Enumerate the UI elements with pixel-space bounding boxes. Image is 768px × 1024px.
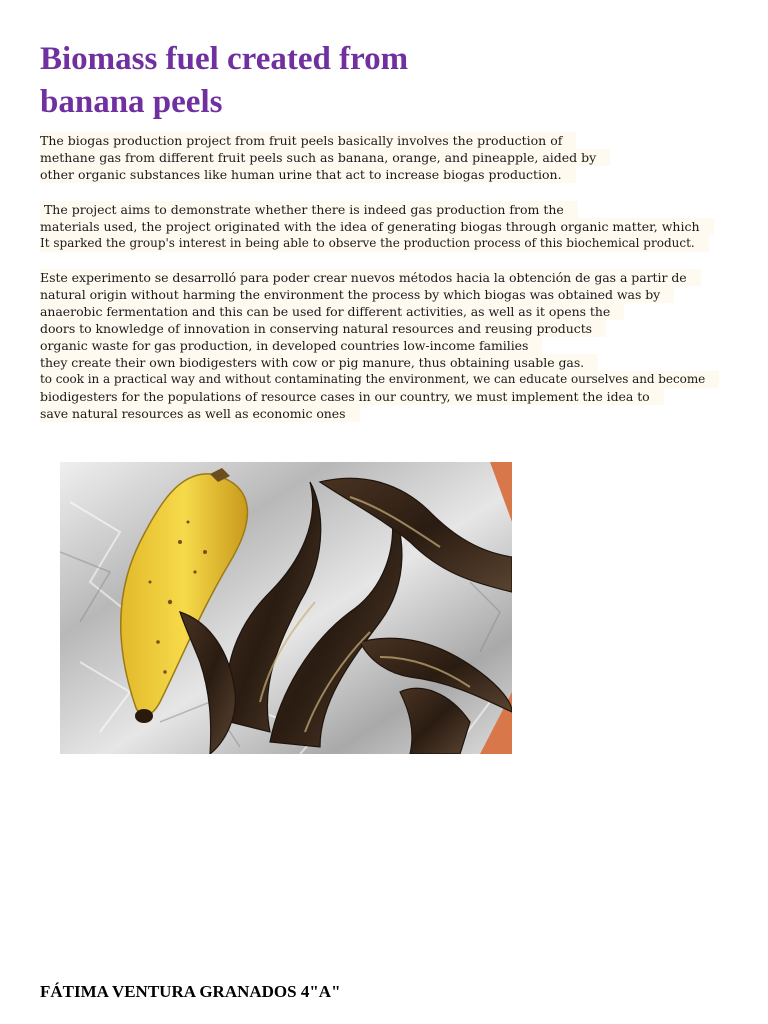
- paragraph-line: save natural resources as well as economic ones: [40, 405, 360, 422]
- paragraph-line: The project aims to demonstrate whether there is indeed gas production from the: [40, 201, 578, 218]
- paragraph-line: The biogas production project from fruit peels basically involves the production of: [40, 132, 576, 149]
- document-title: [40, 38, 408, 124]
- paragraph-line: organic waste for gas production, in developed countries low-income families: [40, 337, 542, 354]
- paragraph-line: anaerobic fermentation and this can be used for different activities, as well as it opens the: [40, 303, 624, 320]
- paragraph-line: Este experimento se desarrolló para poder crear nuevos métodos hacia la obtención de gas a partir de: [40, 269, 701, 286]
- paragraph-aim: [40, 201, 714, 252]
- author-credit: FÁTIMA VENTURA GRANADOS 4"A": [40, 982, 341, 1001]
- banana-peels-photo: [60, 462, 512, 754]
- paragraph-line: materials used, the project originated with the idea of generating biogas through organic matter, which: [40, 218, 714, 235]
- paragraph-line: It sparked the group's interest in being able to observe the production process of this biochemical product.: [40, 235, 709, 252]
- paragraph-line: other organic substances like human urine that act to increase biogas production.: [40, 166, 576, 183]
- paragraph-line: natural origin without harming the environment the process by which biogas was obtained was by: [40, 286, 674, 303]
- paragraph-line: to cook in a practical way and without contaminating the environment, we can educate ourselves and become: [40, 371, 719, 388]
- paragraph-line: biodigesters for the populations of resource cases in our country, we must implement the idea to: [40, 388, 664, 405]
- paragraph-intro: [40, 132, 610, 183]
- paragraph-line: they create their own biodigesters with cow or pig manure, thus obtaining usable gas.: [40, 354, 598, 371]
- paragraph-line: methane gas from different fruit peels such as banana, orange, and pineapple, aided by: [40, 149, 610, 166]
- title-line-2: banana peels: [40, 84, 223, 120]
- paragraph-experiment: [40, 269, 719, 422]
- title-line-1: Biomass fuel created from: [40, 41, 409, 77]
- paragraph-line: doors to knowledge of innovation in conserving natural resources and reusing products: [40, 320, 606, 337]
